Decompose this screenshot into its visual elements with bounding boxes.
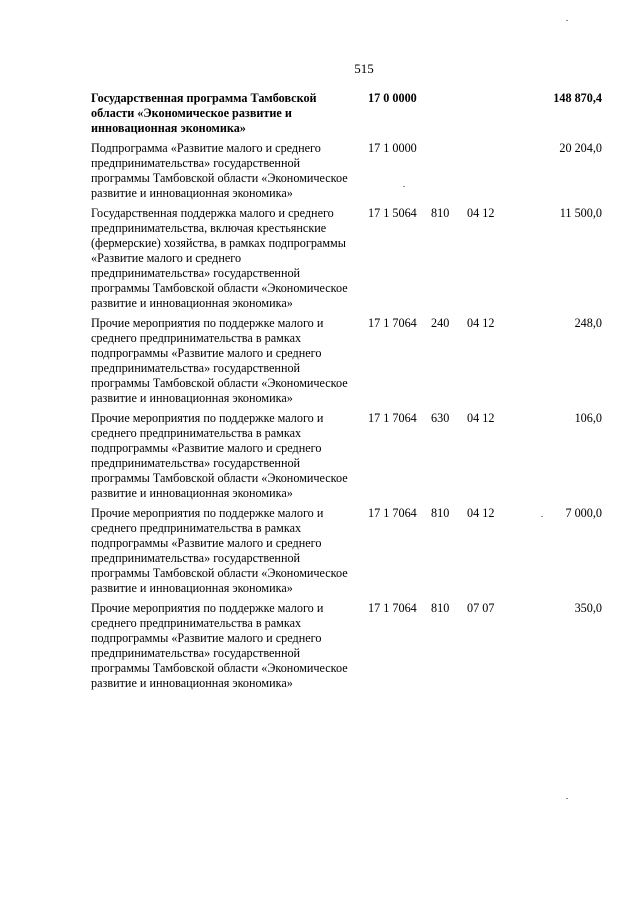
row-amount: 7 000,0 [565, 506, 602, 520]
table-row [91, 206, 602, 311]
row-code: 17 1 7064 [368, 316, 417, 330]
page-number: 515 [354, 61, 374, 76]
table-row [91, 411, 602, 501]
scan-speck [403, 186, 405, 187]
table-row [91, 601, 602, 691]
row-expense-type: 630 [431, 411, 450, 425]
row-expense-type: 810 [431, 601, 450, 615]
table-row [91, 506, 602, 596]
row-amount: 248,0 [574, 316, 602, 330]
row-code: 17 1 7064 [368, 601, 417, 615]
table-row [91, 316, 602, 406]
table-row [91, 141, 602, 201]
row-name: Прочие мероприятия по поддержке малого и среднего предпринимательства в рамках подпрограммы «Развитие малого и среднего предпринимательства» государственной программы Тамбовской области «Экономическое развитие и инновационная экономика» [91, 411, 348, 500]
row-code: 17 1 5064 [368, 206, 417, 220]
row-amount: 20 204,0 [559, 141, 602, 155]
row-name: Прочие мероприятия по поддержке малого и среднего предпринимательства в рамках подпрограммы «Развитие малого и среднего предпринимательства» государственной программы Тамбовской области «Экономическое развитие и инновационная экономика» [91, 601, 348, 690]
budget-table [91, 91, 602, 691]
row-section: 04 12 [467, 316, 495, 330]
row-amount: 11 500,0 [559, 206, 602, 220]
row-name: Прочие мероприятия по поддержке малого и среднего предпринимательства в рамках подпрограммы «Развитие малого и среднего предпринимательства» государственной программы Тамбовской области «Экономическое развитие и инновационная экономика» [91, 316, 348, 405]
row-name: Государственная поддержка малого и среднего предпринимательства, включая крестьянские (фермерские) хозяйства, в рамках подпрограммы «Развитие малого и среднего предпринимательства» государственной программы Тамбовской области «Экономическое развитие и инновационная экономика» [91, 206, 348, 310]
row-name: Государственная программа Тамбовской области «Экономическое развитие и инновационная экономика» [91, 91, 317, 135]
row-name: Прочие мероприятия по поддержке малого и среднего предпринимательства в рамках подпрограммы «Развитие малого и среднего предпринимательства» государственной программы Тамбовской области «Экономическое развитие и инновационная экономика» [91, 506, 348, 595]
row-amount: 350,0 [574, 601, 602, 615]
scan-speck [541, 516, 543, 517]
row-expense-type: 240 [431, 316, 450, 330]
row-code: 17 0 0000 [368, 91, 417, 105]
row-section: 07 07 [467, 601, 495, 615]
row-code: 17 1 7064 [368, 411, 417, 425]
row-expense-type: 810 [431, 506, 450, 520]
row-code: 17 1 0000 [368, 141, 417, 155]
table-row [91, 91, 602, 136]
row-expense-type: 810 [431, 206, 450, 220]
row-amount: 106,0 [574, 411, 602, 425]
row-code: 17 1 7064 [368, 506, 417, 520]
scan-speck [566, 798, 568, 799]
row-section: 04 12 [467, 206, 495, 220]
row-amount: 148 870,4 [553, 91, 602, 105]
row-section: 04 12 [467, 411, 495, 425]
row-section: 04 12 [467, 506, 495, 520]
row-name: Подпрограмма «Развитие малого и среднего предпринимательства» государственной программы Тамбовской области «Экономическое развитие и инновационная экономика» [91, 141, 348, 200]
scan-speck [566, 20, 568, 21]
